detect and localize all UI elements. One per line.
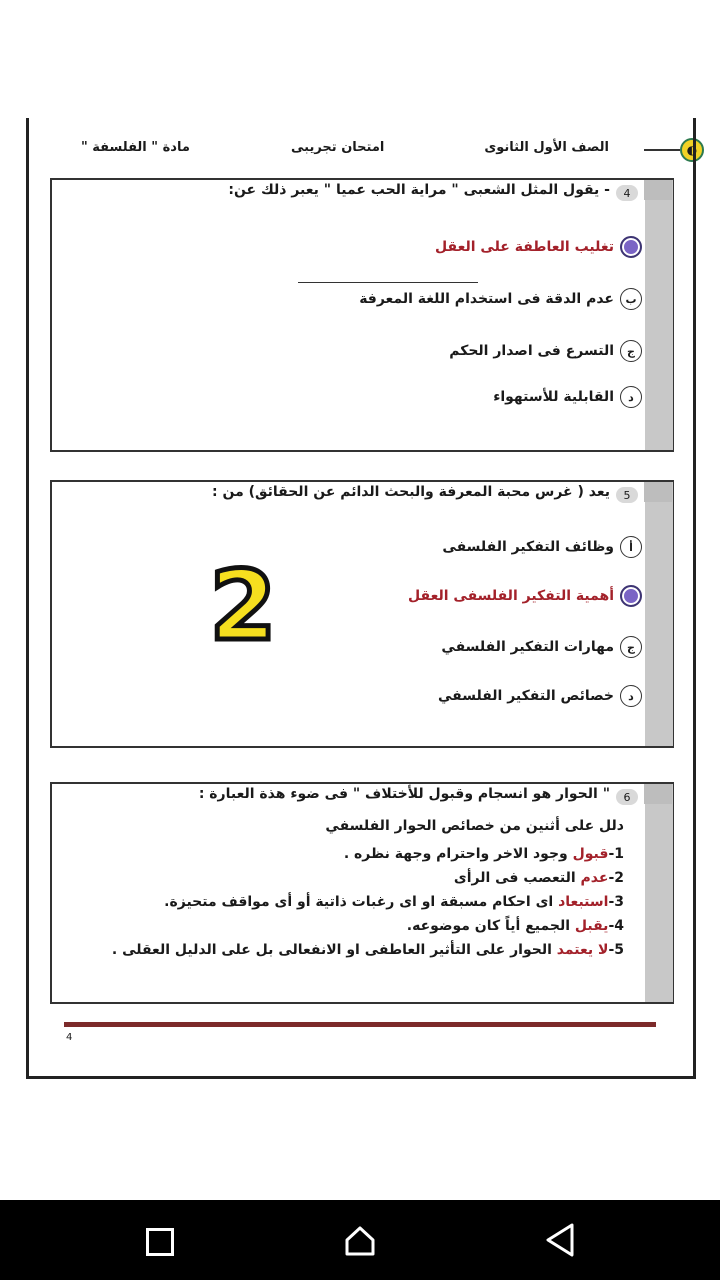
point-keyword: قبول	[572, 846, 609, 862]
question-6-title: " الحوار هو انسجام وقبول للأختلاف " فى ضوء هذة العبارة :	[198, 786, 610, 802]
question-handle-icon	[644, 784, 672, 804]
selected-radio-icon[interactable]	[620, 236, 642, 258]
q4-option-c[interactable]	[449, 340, 642, 362]
q4-option-a[interactable]	[435, 236, 642, 258]
header-grade: الصف الأول الثانوى	[484, 140, 609, 155]
q4-option-d[interactable]	[493, 386, 642, 408]
question-6-box	[50, 782, 674, 1004]
option-text: وظائف التفكير الفلسفى	[442, 539, 614, 555]
radio-icon[interactable]: ج	[620, 340, 642, 362]
point-text: اى احكام مسبقة او اى رغبات ذاتية أو أى مواقف متحيزة.	[164, 894, 559, 910]
q5-option-c[interactable]	[441, 636, 642, 658]
point-text: الحوار على التأثير العاطفى او الانفعالى بل على الدليل العقلى .	[111, 942, 557, 958]
point-num: 5-	[608, 942, 624, 958]
question-4-title: - يقول المثل الشعبى " مراية الحب عميا " يعبر ذلك عن:	[228, 182, 610, 198]
q6-point-1	[344, 846, 624, 862]
question-number-badge: 5	[616, 487, 638, 503]
footer-divider	[64, 1022, 656, 1027]
option-text: القابلية للأستهواء	[493, 389, 614, 405]
q6-subtitle: دلل على أثنين من خصائص الحوار الفلسفي	[325, 818, 624, 834]
recent-apps-icon[interactable]	[146, 1228, 174, 1256]
radio-icon[interactable]: ب	[620, 288, 642, 310]
point-num: 3-	[608, 894, 624, 910]
point-num: 4-	[608, 918, 624, 934]
q5-option-a[interactable]	[442, 536, 642, 558]
point-num: 1-	[608, 846, 624, 862]
option-text: مهارات التفكير الفلسفي	[441, 639, 614, 655]
point-keyword: لا يعتمد	[556, 942, 609, 958]
overlay-number: 2	[209, 550, 277, 662]
question-4-box	[50, 178, 674, 452]
point-keyword: عدم	[580, 870, 609, 886]
header-subject: مادة " الفلسفة "	[81, 140, 190, 155]
question-5-title: يعد ( غرس محبة المعرفة والبحث الدائم عن الحقائق) من :	[212, 484, 610, 500]
option-text: خصائص التفكير الفلسفي	[438, 688, 614, 704]
question-number-badge: 4	[616, 185, 638, 201]
radio-icon[interactable]: د	[620, 386, 642, 408]
question-number-badge: 6	[616, 789, 638, 805]
q6-point-2	[454, 870, 624, 886]
point-keyword: استبعاد	[558, 894, 609, 910]
selected-radio-icon[interactable]	[620, 585, 642, 607]
school-logo-icon: ◐	[680, 138, 704, 162]
q5-option-d[interactable]	[438, 685, 642, 707]
option-text: عدم الدقة فى استخدام اللغة المعرفة	[359, 291, 614, 307]
q5-option-b[interactable]	[408, 585, 642, 607]
question-strip	[645, 482, 673, 746]
question-strip	[645, 180, 673, 450]
back-icon[interactable]	[544, 1222, 576, 1258]
question-5-box	[50, 480, 674, 748]
point-num: 2-	[608, 870, 624, 886]
radio-icon[interactable]: ج	[620, 636, 642, 658]
text-underline	[298, 282, 478, 283]
q6-point-5	[112, 942, 624, 958]
point-text: وجود الاخر واحترام وجهة نظره .	[343, 846, 573, 862]
point-text: التعصب فى الرأى	[453, 870, 581, 886]
point-keyword: يقبل	[574, 918, 609, 934]
radio-icon[interactable]: أ	[620, 536, 642, 558]
radio-icon[interactable]: د	[620, 685, 642, 707]
header-exam-title: امتحان تجريبى	[291, 140, 385, 155]
q6-point-3	[164, 894, 624, 910]
question-strip	[645, 784, 673, 1002]
point-text: الجميع أياً كان موضوعه.	[406, 918, 575, 934]
home-icon[interactable]	[344, 1225, 376, 1257]
q6-point-4	[407, 918, 624, 934]
question-handle-icon	[644, 482, 672, 502]
option-text: تغليب العاطفة على العقل	[435, 239, 614, 255]
option-text: أهمية التفكير الفلسفى العقل	[408, 588, 614, 604]
question-handle-icon	[644, 180, 672, 200]
option-text: التسرع فى اصدار الحكم	[449, 343, 614, 359]
page-number: 4	[66, 1032, 73, 1043]
q4-option-b[interactable]	[359, 288, 642, 310]
